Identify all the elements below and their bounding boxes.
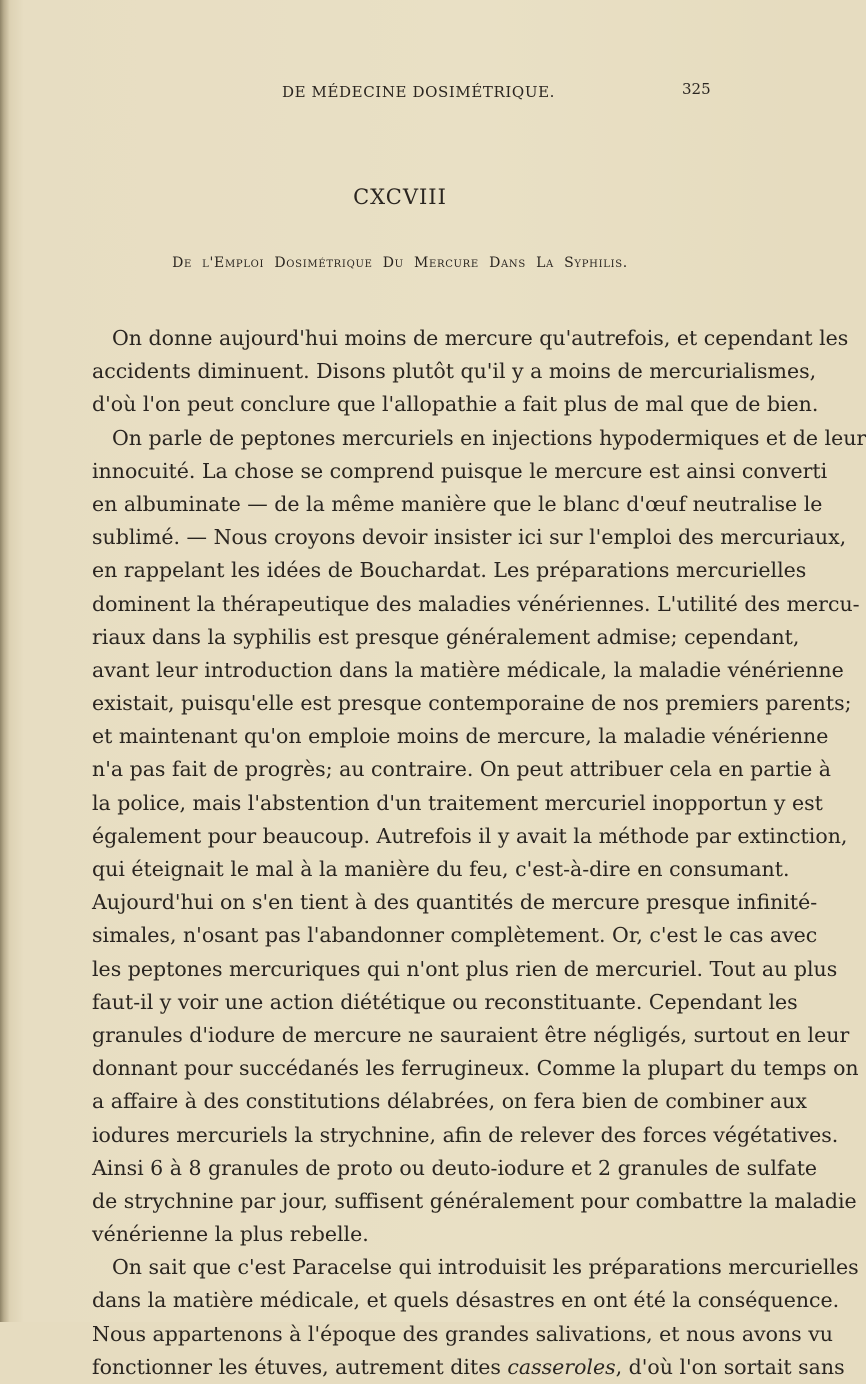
- text-line: n'a pas fait de progrès; au contraire. On peut attribuer cela en partie à: [92, 757, 831, 782]
- text-line: dans la matière médicale, et quels désastres en ont été la conséquence.: [92, 1288, 840, 1313]
- text-line: riaux dans la syphilis est presque généralement admise; cependant,: [92, 624, 800, 649]
- chapter-number: CXCVIII: [353, 185, 447, 209]
- text-line: accidents diminuent. Disons plutôt qu'il y a moins de mercurialismes,: [92, 359, 817, 384]
- text-line: également pour beaucoup. Autrefois il y avait la méthode par extinction,: [92, 823, 848, 848]
- text-line: en albuminate — de la même manière que le blanc d'œuf neutralise le: [92, 491, 823, 516]
- text-line: donnant pour succédanés les ferrugineux. Comme la plupart du temps on: [92, 1056, 859, 1081]
- text-line: avant leur introduction dans la matière médicale, la maladie vénérienne: [92, 657, 844, 682]
- text-line: a affaire à des constitutions délabrées, on fera bien de combiner aux: [92, 1089, 807, 1114]
- text-line: et maintenant qu'on emploie moins de mercure, la maladie vénérienne: [92, 724, 829, 749]
- text-line: dominent la thérapeutique des maladies vénériennes. L'utilité des mercu-: [92, 591, 860, 616]
- text-line: Ainsi 6 à 8 granules de proto ou deuto-iodure et 2 granules de sulfate: [92, 1155, 818, 1180]
- text-line: sublimé. — Nous croyons devoir insister ici sur l'emploi des mercuriaux,: [92, 525, 847, 550]
- text-line: innocuité. La chose se comprend puisque le mercure est ainsi converti: [92, 458, 828, 483]
- text-line: en rappelant les idées de Bouchardat. Les préparations mercurielles: [92, 558, 807, 583]
- text-line: la police, mais l'abstention d'un traitement mercuriel inopportun y est: [92, 790, 823, 815]
- text-line: faut-il y voir une action diététique ou reconstituante. Cependant les: [92, 989, 798, 1014]
- text-line: On donne aujourd'hui moins de mercure qu'autrefois, et cependant les: [112, 326, 849, 350]
- text-line: iodures mercuriels la strychnine, afin de relever des forces végétatives.: [92, 1122, 839, 1147]
- chapter-title: De l'Emploi Dosimétrique Du Mercure Dans La Syphilis.: [172, 255, 628, 271]
- body-text: [92, 322, 866, 1384]
- page-number: 325: [682, 80, 711, 98]
- text-line: Nous appartenons à l'époque des grandes salivations, et nous avons vu: [92, 1321, 833, 1346]
- text-line: les peptones mercuriques qui n'ont plus rien de mercuriel. Tout au plus: [92, 956, 838, 981]
- text-line: fonctionner les étuves, autrement dites casseroles, d'où l'on sortait sans: [92, 1354, 845, 1379]
- text-line: existait, puisqu'elle est presque contemporaine de nos premiers parents;: [92, 691, 852, 716]
- text-line: de strychnine par jour, suffisent généralement pour combattre la maladie: [92, 1188, 857, 1213]
- running-title: DE MÉDECINE DOSIMÉTRIQUE.: [282, 83, 555, 101]
- text-line: On parle de peptones mercuriels en injections hypodermiques et de leur: [112, 425, 866, 450]
- text-line: vénérienne la plus rebelle.: [92, 1222, 369, 1247]
- text-line: granules d'iodure de mercure ne sauraient être négligés, surtout en leur: [92, 1022, 850, 1047]
- text-line: qui éteignait le mal à la manière du feu, c'est-à-dire en consumant.: [92, 857, 790, 881]
- text-line: simales, n'osant pas l'abandonner complètement. Or, c'est le cas avec: [92, 923, 818, 948]
- text-line: On sait que c'est Paracelse qui introduisit les préparations mercurielles: [112, 1255, 859, 1280]
- text-line: Aujourd'hui on s'en tient à des quantités de mercure presque infinité-: [92, 890, 818, 915]
- text-line: d'où l'on peut conclure que l'allopathie a fait plus de mal que de bien.: [92, 392, 819, 417]
- italic-word: casseroles: [507, 1354, 616, 1379]
- running-head: [0, 80, 800, 107]
